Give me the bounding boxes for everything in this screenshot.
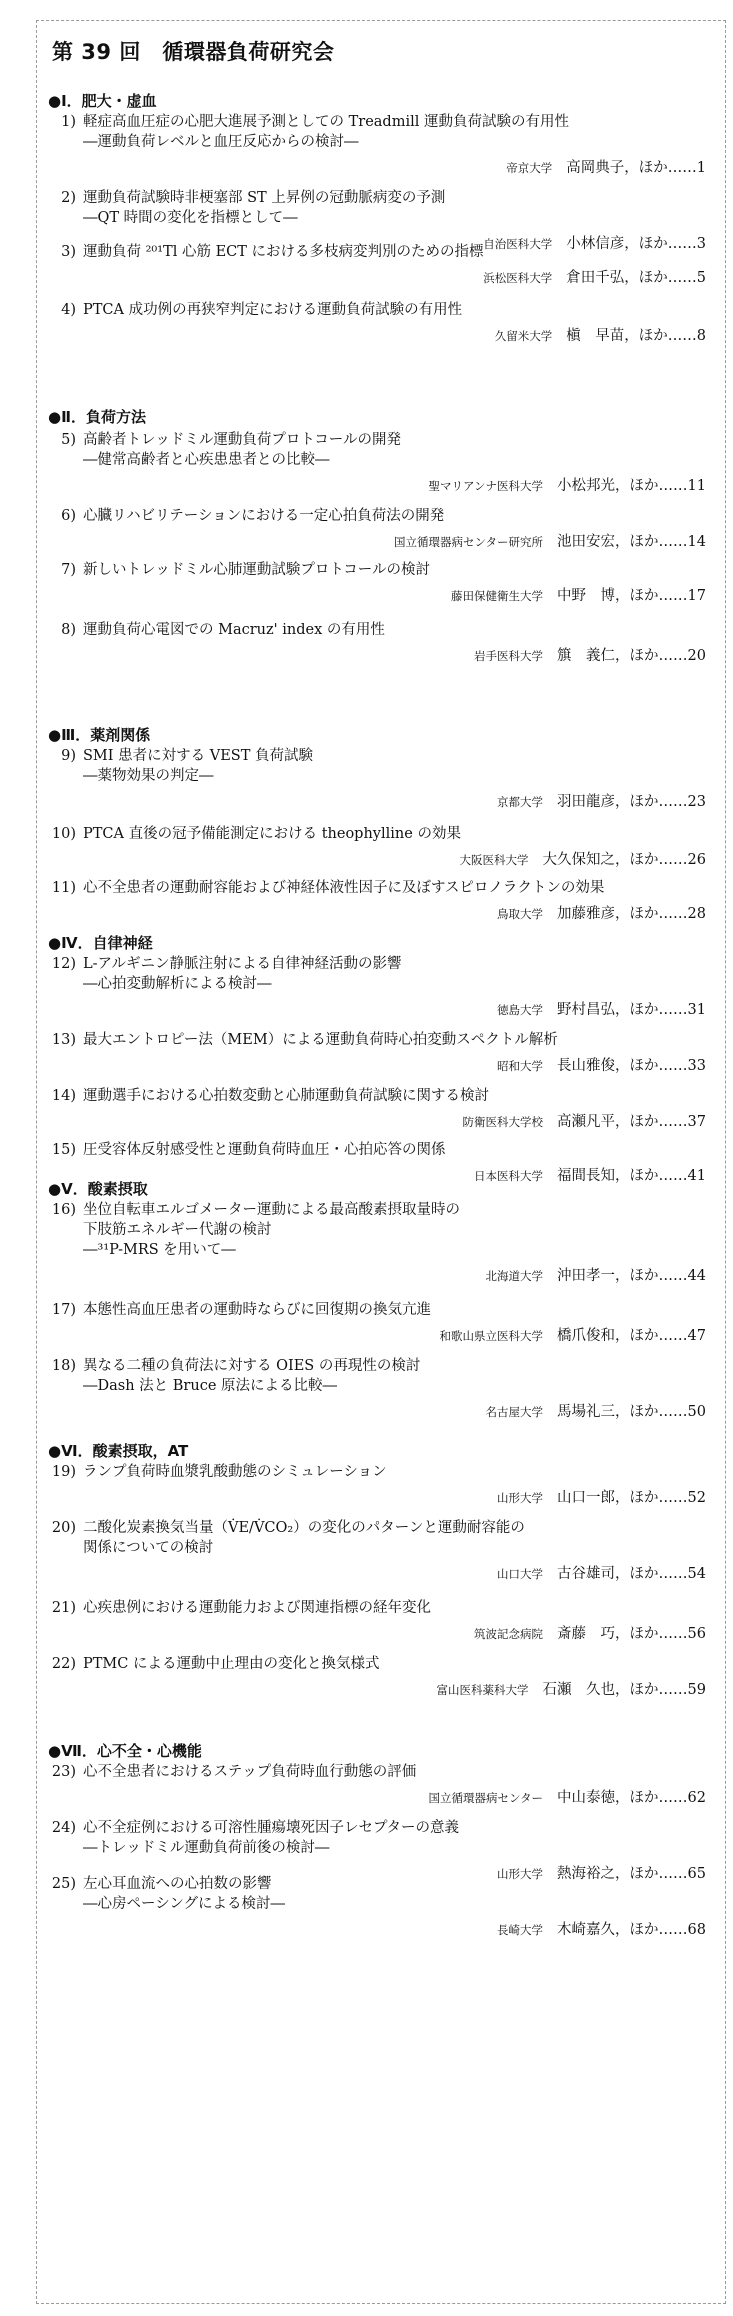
toc-entry: [48, 954, 708, 994]
entry-number: 7): [61, 562, 76, 578]
entry-number: 1): [61, 114, 76, 130]
entry-number: 11): [51, 880, 76, 896]
entry-author: [497, 1486, 708, 1507]
author-affiliation: 鳥取大学: [497, 907, 544, 921]
author-affiliation: 防衛医科大学校: [462, 1115, 544, 1129]
author-affiliation: 富山医科薬科大学: [436, 1683, 529, 1697]
author-name-page: 大久保知之，ほか……26: [542, 852, 706, 868]
entry-author: [437, 1678, 708, 1699]
page-frame: [36, 20, 726, 2304]
author-affiliation: 岩手医科大学: [474, 649, 544, 663]
entry-title: 24) 心不全症例における可溶性腫瘍壊死因子レセプターの意義: [48, 1818, 708, 1838]
entry-author: [497, 902, 708, 923]
toc-entry: [48, 1654, 708, 1674]
entry-title: 23) 心不全患者におけるステップ負荷時血行動態の評価: [48, 1762, 708, 1782]
author-affiliation: 長崎大学: [497, 1923, 544, 1937]
author-affiliation: 大阪医科大学: [459, 853, 529, 867]
section-heading: ●Ⅱ．負荷方法: [48, 408, 146, 426]
author-affiliation: 山形大学: [497, 1491, 544, 1505]
entry-subtitle: ―³¹P-MRS を用いて―: [83, 1242, 236, 1258]
author-name-page: 中山泰徳，ほか……62: [557, 1790, 706, 1806]
entry-author: [429, 1786, 709, 1807]
author-affiliation: 浜松医科大学: [483, 271, 553, 285]
author-name-page: 高岡典子，ほか……1: [566, 160, 706, 176]
entry-number: 12): [51, 956, 76, 972]
entry-number: 9): [61, 748, 76, 764]
entry-subtitle: ―Dash 法と Bruce 原法による比較―: [83, 1378, 338, 1394]
entry-number: 8): [61, 622, 76, 638]
author-affiliation: 日本医科大学: [474, 1169, 544, 1183]
author-name-page: 熱海裕之，ほか……65: [557, 1866, 706, 1882]
author-name-page: 福間長知，ほか……41: [557, 1168, 706, 1184]
entry-author: [497, 998, 708, 1019]
toc-entry: [48, 1200, 708, 1260]
author-name-page: 野村昌弘，ほか……31: [557, 1002, 706, 1018]
entry-author: [460, 848, 708, 869]
entry-author: [497, 790, 708, 811]
author-affiliation: 昭和大学: [497, 1059, 544, 1073]
author-name-page: 簱 義仁，ほか……20: [557, 648, 706, 664]
author-affiliation: 藤田保健衛生大学: [451, 589, 544, 603]
toc-entry: [48, 746, 708, 786]
author-name-page: 木崎嘉久，ほか……68: [557, 1922, 706, 1938]
entry-number: 23): [51, 1764, 76, 1780]
author-name-page: 馬場礼三，ほか……50: [557, 1404, 706, 1420]
entry-author: [497, 1562, 708, 1583]
entry-author: [483, 266, 708, 287]
author-affiliation: 筑波記念病院: [474, 1627, 544, 1641]
entry-author: [429, 474, 709, 495]
entry-title: 6) 心臓リハビリテーションにおける一定心拍負荷法の開発: [48, 506, 708, 526]
entry-number: 20): [51, 1520, 76, 1536]
section-heading: ●Ⅵ．酸素摂取，AT: [48, 1442, 189, 1460]
entry-number: 21): [51, 1600, 76, 1616]
entry-number: 6): [61, 508, 76, 524]
entry-title: 1) 軽症高血圧症の心肥大進展予測としての Treadmill 運動負荷試験の有用性: [48, 112, 708, 132]
section-heading: ●Ⅶ．心不全・心機能: [48, 1742, 202, 1760]
toc-entry: [48, 1598, 708, 1618]
toc-entry: [48, 1818, 708, 1858]
author-affiliation: 国立循環器病センター: [428, 1791, 544, 1805]
entry-author: [497, 1054, 708, 1075]
author-name-page: 長山雅俊，ほか……33: [557, 1058, 706, 1074]
entry-number: 15): [51, 1142, 76, 1158]
section-heading: ●Ⅴ．酸素摂取: [48, 1180, 148, 1198]
toc-entry: [48, 1518, 708, 1558]
entry-title: 2) 運動負荷試験時非梗塞部 ST 上昇例の冠動脈病変の予測: [48, 188, 708, 208]
author-name-page: 加藤雅彦，ほか……28: [557, 906, 706, 922]
entry-number: 13): [51, 1032, 76, 1048]
toc-entry: [48, 430, 708, 470]
entry-number: 5): [61, 432, 76, 448]
entry-title: 16) 坐位自転車エルゴメーター運動による最高酸素摂取量時の: [48, 1200, 708, 1220]
entry-title: 8) 運動負荷心電図での Macruz' index の有用性: [48, 620, 708, 640]
entry-subtitle: ―トレッドミル運動負荷前後の検討―: [83, 1840, 330, 1856]
entry-subtitle: ―心房ペーシングによる検討―: [83, 1896, 286, 1912]
author-affiliation: 北海道大学: [485, 1269, 544, 1283]
entry-title: 14) 運動選手における心拍数変動と心肺運動負荷試験に関する検討: [48, 1086, 708, 1106]
entry-title: 22) PTMC による運動中止理由の変化と換気様式: [48, 1654, 708, 1674]
entry-title: 19) ランプ負荷時血漿乳酸動態のシミュレーション: [48, 1462, 708, 1482]
toc-entry: [48, 112, 708, 152]
author-affiliation: 帝京大学: [506, 161, 553, 175]
toc-entry: [48, 560, 708, 580]
entry-author: [394, 530, 708, 551]
entry-title: 18) 異なる二種の負荷法に対する OIES の再現性の検討: [48, 1356, 708, 1376]
author-affiliation: 自治医科大学: [483, 237, 553, 251]
entry-subtitle: ―心拍変動解析による検討―: [83, 976, 272, 992]
entry-title: 4) PTCA 成功例の再狭窄判定における運動負荷試験の有用性: [48, 300, 708, 320]
author-affiliation: 和歌山県立医科大学: [439, 1329, 544, 1343]
toc-entry: [48, 242, 708, 262]
entry-title: 5) 高齢者トレッドミル運動負荷プロトコールの開発: [48, 430, 708, 450]
page-title: 第 39 回 循環器負荷研究会: [52, 40, 335, 64]
entry-author: [474, 1164, 708, 1185]
entry-subtitle: ―薬物効果の判定―: [83, 768, 214, 784]
entry-number: 19): [51, 1464, 76, 1480]
entry-subtitle: 関係についての検討: [83, 1540, 214, 1556]
entry-title: 20) 二酸化炭素換気当量（V̇E/V̇CO₂）の変化のパターンと運動耐容能の: [48, 1518, 708, 1538]
entry-author: [497, 1918, 708, 1939]
author-name-page: 倉田千弘，ほか……5: [566, 270, 706, 286]
author-affiliation: 京都大学: [497, 795, 544, 809]
section-heading: ●Ⅰ．肥大・虚血: [48, 92, 157, 110]
entry-title: 25) 左心耳血流への心拍数の影響: [48, 1874, 708, 1894]
entry-title: 11) 心不全患者の運動耐容能および神経体液性因子に及ぼすスピロノラクトンの効果: [48, 878, 708, 898]
author-affiliation: 山形大学: [497, 1867, 544, 1881]
toc-entry: [48, 300, 708, 320]
entry-number: 18): [51, 1358, 76, 1374]
entry-number: 17): [51, 1302, 76, 1318]
entry-author: [440, 1324, 708, 1345]
entry-number: 14): [51, 1088, 76, 1104]
author-name-page: 橋爪俊和，ほか……47: [557, 1328, 706, 1344]
toc-entry: [48, 1762, 708, 1782]
author-name-page: 斎藤 巧，ほか……56: [557, 1626, 706, 1642]
entry-title: 10) PTCA 直後の冠予備能測定における theophylline の効果: [48, 824, 708, 844]
entry-author: [474, 1622, 708, 1643]
entry-title: 3) 運動負荷 ²⁰¹Tl 心筋 ECT における多枝病変判別のための指標: [48, 242, 708, 262]
entry-subtitle: ―QT 時間の変化を指標として―: [83, 210, 298, 226]
author-name-page: 山口一郎，ほか……52: [557, 1490, 706, 1506]
toc-entry: [48, 1874, 708, 1914]
toc-entry: [48, 1086, 708, 1106]
entry-title: 12) L-アルギニン静脈注射による自律神経活動の影響: [48, 954, 708, 974]
entry-subtitle: ―健常高齢者と心疾患患者との比較―: [83, 452, 330, 468]
toc-entry: [48, 1356, 708, 1396]
author-name-page: 沖田孝一，ほか……44: [557, 1268, 706, 1284]
entry-author: [451, 584, 708, 605]
toc-entry: [48, 188, 708, 228]
toc-entry: [48, 1462, 708, 1482]
entry-author: [463, 1110, 708, 1131]
toc-entry: [48, 824, 708, 844]
entry-number: 10): [51, 826, 76, 842]
author-affiliation: 国立循環器病センター研究所: [394, 535, 544, 549]
author-name-page: 槇 早苗，ほか……8: [566, 328, 706, 344]
author-name-page: 中野 博，ほか……17: [557, 588, 706, 604]
author-name-page: 池田安宏，ほか……14: [557, 534, 706, 550]
author-name-page: 石瀬 久也，ほか……59: [542, 1682, 706, 1698]
section-heading: ●Ⅳ．自律神経: [48, 934, 153, 952]
entry-title: 17) 本態性高血圧患者の運動時ならびに回復期の換気亢進: [48, 1300, 708, 1320]
author-affiliation: 聖マリアンナ医科大学: [428, 479, 544, 493]
entry-title: 9) SMI 患者に対する VEST 負荷試験: [48, 746, 708, 766]
entry-author: [486, 1400, 708, 1421]
section-heading: ●Ⅲ．薬剤関係: [48, 726, 151, 744]
toc-entry: [48, 1030, 708, 1050]
entry-number: 25): [51, 1876, 76, 1892]
entry-title: 7) 新しいトレッドミル心肺運動試験プロトコールの検討: [48, 560, 708, 580]
entry-number: 2): [61, 190, 76, 206]
entry-author: [495, 324, 708, 345]
toc-entry: [48, 878, 708, 898]
entry-title: 13) 最大エントロピー法（MEM）による運動負荷時心拍変動スペクトル解析: [48, 1030, 708, 1050]
entry-subtitle: 下肢筋エネルギー代謝の検討: [83, 1222, 272, 1238]
entry-number: 24): [51, 1820, 76, 1836]
entry-number: 22): [51, 1656, 76, 1672]
entry-number: 3): [61, 244, 76, 260]
toc-entry: [48, 1300, 708, 1320]
entry-author: [486, 1264, 708, 1285]
toc-entry: [48, 620, 708, 640]
entry-author: [506, 156, 708, 177]
author-affiliation: 山口大学: [497, 1567, 544, 1581]
author-affiliation: 徳島大学: [497, 1003, 544, 1017]
author-name-page: 小松邦光，ほか……11: [557, 478, 706, 494]
author-name-page: 高瀬凡平，ほか……37: [557, 1114, 706, 1130]
entry-number: 16): [51, 1202, 76, 1218]
entry-title: 21) 心疾患例における運動能力および関連指標の経年変化: [48, 1598, 708, 1618]
entry-subtitle: ―運動負荷レベルと血圧反応からの検討―: [83, 134, 359, 150]
author-name-page: 羽田龍彦，ほか……23: [557, 794, 706, 810]
entry-title: 15) 圧受容体反射感受性と運動負荷時血圧・心拍応答の関係: [48, 1140, 708, 1160]
author-name-page: 古谷雄司，ほか……54: [557, 1566, 706, 1582]
entry-author: [474, 644, 708, 665]
author-name-page: 小林信彦，ほか……3: [566, 236, 706, 252]
toc-entry: [48, 1140, 708, 1160]
entry-number: 4): [61, 302, 76, 318]
author-affiliation: 名古屋大学: [485, 1405, 544, 1419]
toc-entry: [48, 506, 708, 526]
author-affiliation: 久留米大学: [494, 329, 553, 343]
